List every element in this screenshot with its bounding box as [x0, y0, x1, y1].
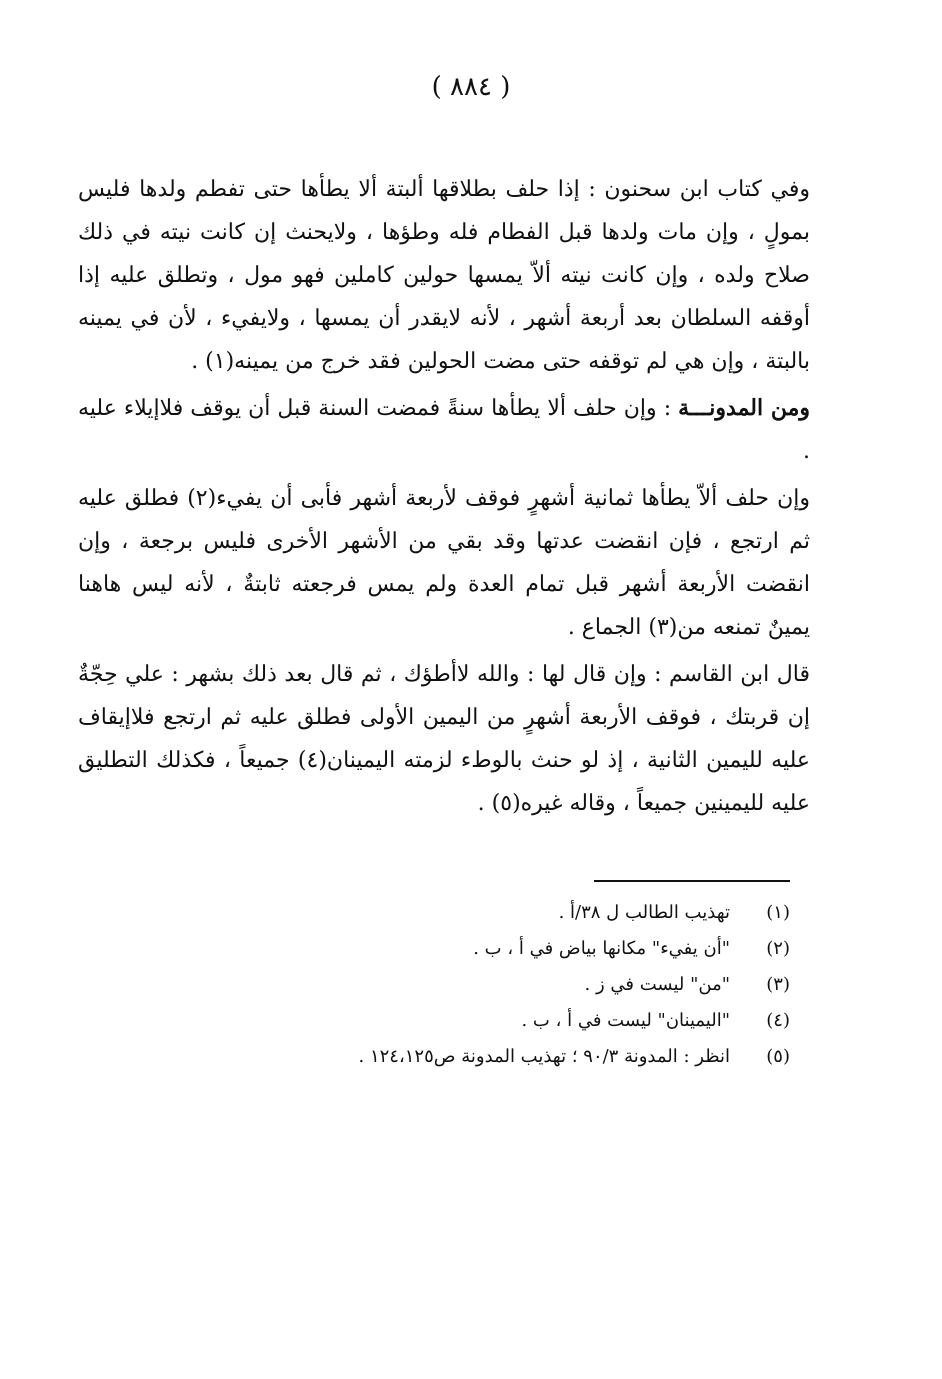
paragraph-text: وإن حلف ألاّ يطأها ثمانية أشهرٍ فوقف لأربعة أشهر فأبى أن يفيء(٢) فطلق عليه ثم ارتجع ، فإن انقضت عدتها وقد بقي من الأشهر الأخرى فليس برجعة ، وإن انقضت الأربعة أشهر قبل تمام العدة ولم يمس فرجعته ثابتةٌ ، لأنه ليس هاهنا يمينٌ تمنعه من(٣) الجماع . — [78, 486, 811, 640]
main-text — [78, 168, 810, 829]
footnote-item — [140, 1003, 790, 1039]
paragraph-text: قال ابن القاسم : وإن قال لها : والله لاأطؤك ، ثم قال بعد ذلك بشهر : علي حِجّةٌ إن قربتك ، فوقف الأربعة أشهرٍ من اليمين الأولى فطلق عليه ثم ارتجع فلاإيقاف عليه لليمين الثانية ، إذ لو حنث بالوطء لزمته اليمينان(٤) جميعاً ، فكذلك التطليق عليه لليمينين جميعاً ، وقاله غيره(٥) . — [78, 662, 810, 816]
paragraph-text: : وإن حلف ألا يطأها سنةً فمضت السنة قبل أن يوقف فلاإيلاء عليه . — [78, 396, 810, 464]
footnote-number: (٥) — [766, 1046, 790, 1067]
paragraph-2 — [78, 387, 810, 473]
footnote-text: "من" ليست في ز . — [584, 974, 730, 995]
paragraph-4 — [78, 653, 810, 825]
footnotes — [140, 895, 790, 1075]
footnote-text: تهذيب الطالب ل ٣٨/أ . — [558, 902, 730, 923]
paragraph-1 — [78, 168, 810, 383]
footnote-number: (٤) — [766, 1010, 790, 1031]
paragraph-lead: ومن المدونـــة — [678, 395, 810, 421]
paragraph-text: وفي كتاب ابن سحنون : إذا حلف بطلاقها ألبتة ألا يطأها حتى تفطم ولدها فليس بمولٍ ، وإن مات ولدها قبل الفطام فله وطؤها ، ولايحنث إن كانت نيته في ذلك صلاح ولده ، وإن كانت نيته ألاّ يمسها حولين كاملين فهو مول ، وتطلق عليه إذا أوقفه السلطان بعد أربعة أشهر ، لأنه لايقدر أن يمسها ، ولايفيء ، لأن في يمينه بالبتة ، وإن هي لم توقفه حتى مضت الحولين فقد خرج من يمينه(١) . — [78, 177, 810, 374]
footnote-item — [140, 931, 790, 967]
footnote-number: (٢) — [766, 938, 790, 959]
footnote-number: (١) — [766, 902, 790, 923]
page-number: ( ٨٨٤ ) — [431, 72, 511, 102]
footnote-text: انظر : المدونة ٩٠/٣ ؛ تهذيب المدونة ص١٢٤،١٢٥ . — [358, 1046, 730, 1067]
footnote-text: "أن يفيء" مكانها بياض في أ ، ب . — [473, 938, 730, 959]
footnote-text: "اليمينان" ليست في أ ، ب . — [521, 1010, 730, 1031]
footnote-item — [140, 967, 790, 1003]
paragraph-3 — [78, 477, 810, 649]
footnote-item — [140, 895, 790, 931]
footnote-divider — [594, 880, 790, 882]
footnote-number: (٣) — [766, 974, 790, 995]
footnote-item — [140, 1039, 790, 1075]
